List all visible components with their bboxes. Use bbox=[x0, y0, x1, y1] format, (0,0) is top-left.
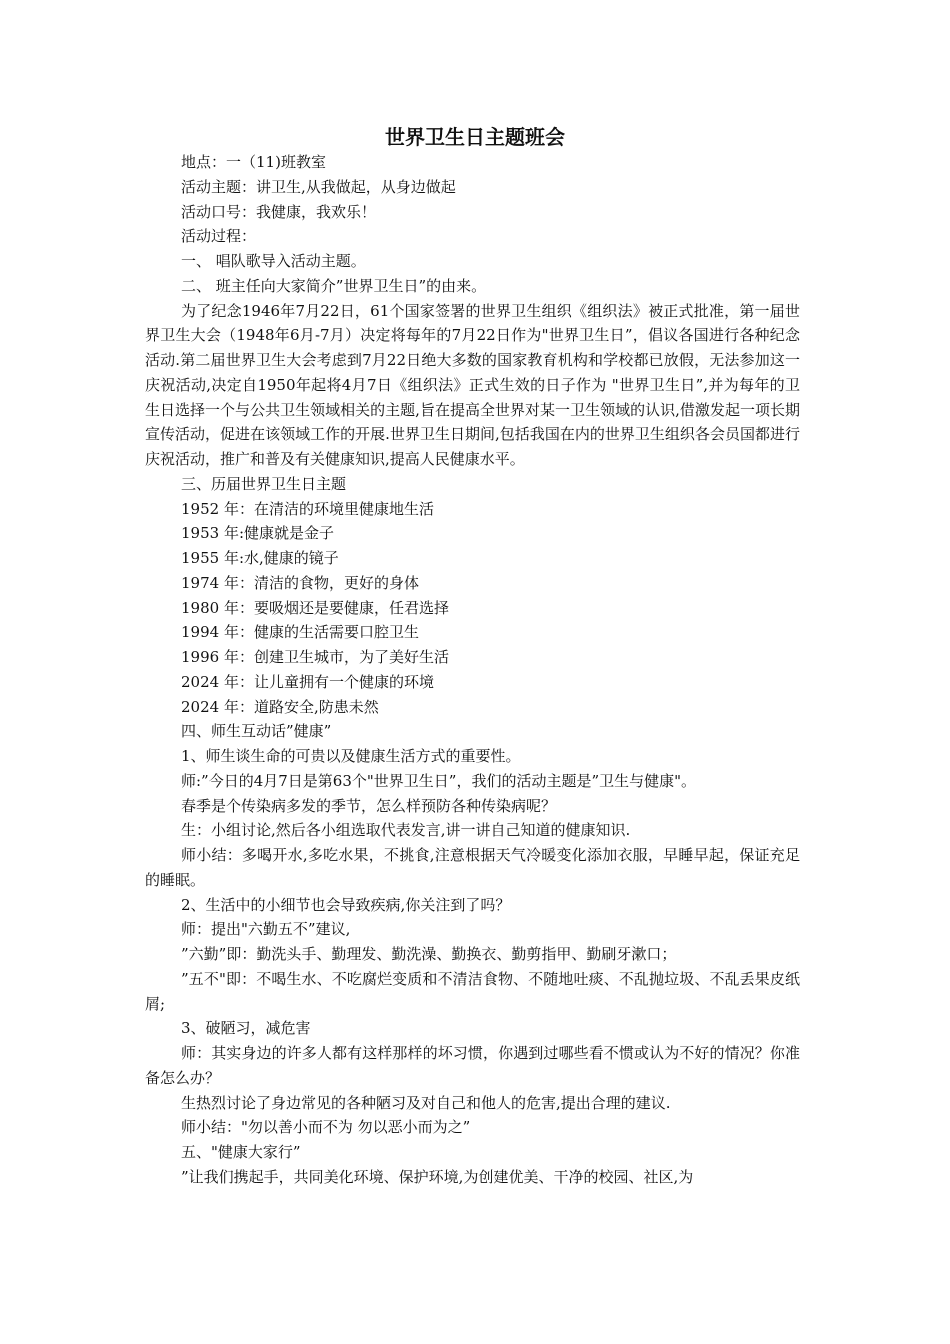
body-paragraph: 生：小组讨论,然后各小组选取代表发言,讲一讲自己知道的健康知识. bbox=[181, 821, 631, 840]
body-paragraph: ”让我们携起手，共同美化环境、保护环境,为创建优美、干净的校园、社区,为 bbox=[181, 1167, 694, 1186]
document-body bbox=[145, 150, 800, 1190]
body-paragraph: 2、生活中的小细节也会导致疾病,你关注到了吗？ bbox=[181, 895, 511, 914]
body-paragraph: ”六勤”即：勤洗头手、勤理发、勤洗澡、勤换衣、勤剪指甲、勤刷牙漱口； bbox=[181, 945, 677, 963]
body-paragraph: ”五不"即：不喝生水、不吃腐烂变质和不清洁食物、不随地吐痰、不乱抛垃圾、不乱丢果皮纸屑; bbox=[145, 969, 800, 1013]
theme-year-item: 2024 年：让儿童拥有一个健康的环境 bbox=[181, 672, 434, 691]
body-paragraph: 师小结：多喝开水,多吃水果，不挑食,注意根据天气冷暖变化添加衣服，早睡早起，保证充足的睡眠。 bbox=[145, 846, 800, 889]
section-heading: 二、 班主任向大家简介”世界卫生日”的由来。 bbox=[181, 276, 487, 295]
location-line: 地点：一（11)班教室 bbox=[181, 153, 326, 171]
section-heading: 三、历届世界卫生日主题 bbox=[181, 474, 347, 493]
process-heading: 活动过程： bbox=[181, 227, 257, 246]
theme-year-item: 1955 年:水,健康的镜子 bbox=[181, 549, 339, 567]
body-paragraph: 3、破陋习，减危害 bbox=[181, 1019, 311, 1038]
body-paragraph: 1、师生谈生命的可贵以及健康生活方式的重要性。 bbox=[181, 747, 521, 765]
section-heading: 五、"健康大家行” bbox=[181, 1143, 301, 1161]
theme-year-item: 1952 年：在清洁的环境里健康地生活 bbox=[181, 499, 434, 518]
body-paragraph: 师:”今日的4月7日是第63个"世界卫生日”，我们的活动主题是”卫生与健康"。 bbox=[181, 771, 697, 790]
theme-year-item: 1974 年：清洁的食物，更好的身体 bbox=[181, 573, 419, 592]
history-paragraph: 为了纪念1946年7月22日，61个国家签署的世界卫生组织《组织法》被正式批准，第一届世界卫生大会（1948年6月-7月）决定将每年的7月22日作为"世界卫生日”，倡议各国进行各种纪念活动.第二届世界卫生大会考虑到7月22日绝大多数的国家教育机构和学校都已放假，无法参加这一庆祝活动,决定自1950年起将4月7日《组织法》正式生效的日子作为 "世界卫生日”,并为每年的卫生日选择一个与公共卫生领域相关的主题,旨在提高全世界对某一卫生领域的认识,借激发起一项长期宣传活动，促进在该领域工作的开展.世界卫生日期间,包括我国在内的世界卫生组织各会员国都进行庆祝活动，推广和普及有关健康知识,提高人民健康水平。 bbox=[145, 301, 800, 468]
body-paragraph: 师小结："勿以善小而不为 勿以恶小而为之” bbox=[181, 1118, 471, 1137]
body-paragraph: 春季是个传染病多发的季节，怎么样预防各种传染病呢？ bbox=[181, 796, 557, 815]
theme-year-item: 1953 年:健康就是金子 bbox=[181, 524, 334, 543]
theme-year-item: 1996 年：创建卫生城市，为了美好生活 bbox=[181, 648, 449, 666]
theme-year-item: 1994 年：健康的生活需要口腔卫生 bbox=[181, 623, 419, 642]
body-paragraph: 生热烈讨论了身边常见的各种陋习及对自己和他人的危害,提出合理的建议. bbox=[181, 1093, 671, 1112]
theme-year-item: 2024 年：道路安全,防患未然 bbox=[181, 697, 379, 716]
body-paragraph: 师：其实身边的许多人都有这样那样的坏习惯，你遇到过哪些看不惯或认为不好的情况？你准备怎么办？ bbox=[145, 1044, 800, 1087]
body-paragraph: 师：提出"六勤五不”建议, bbox=[181, 920, 351, 939]
theme-year-item: 1980 年：要吸烟还是要健康，任君选择 bbox=[181, 598, 449, 617]
document-title: 世界卫生日主题班会 bbox=[385, 125, 565, 149]
theme-line: 活动主题：讲卫生,从我做起，从身边做起 bbox=[181, 177, 456, 196]
section-heading: 四、师生互动话”健康” bbox=[181, 722, 332, 741]
slogan-line: 活动口号：我健康，我欢乐！ bbox=[181, 202, 377, 221]
section-heading: 一、 唱队歌导入活动主题。 bbox=[181, 252, 366, 270]
